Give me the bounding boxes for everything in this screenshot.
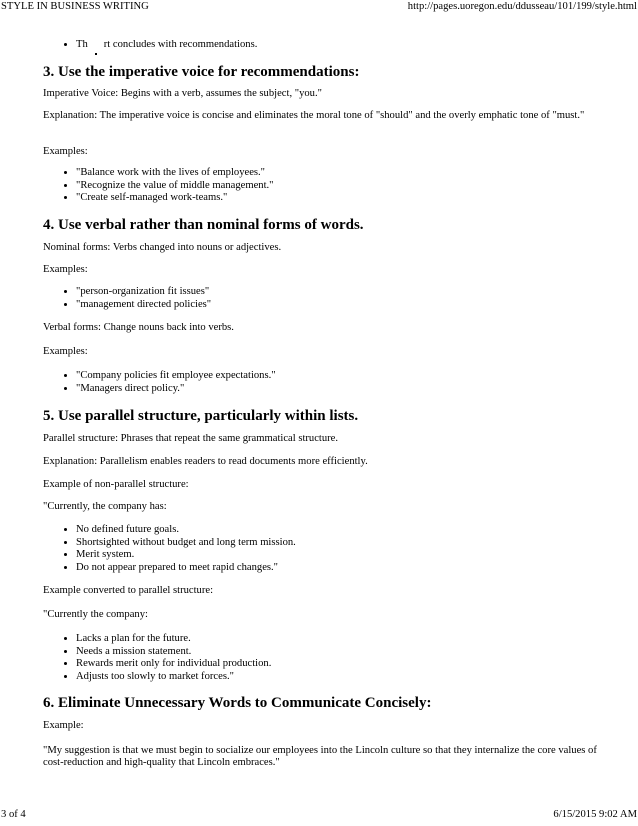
list-item: • "person-organization fit issues" bbox=[76, 286, 583, 299]
list-item: • "Managers direct policy." bbox=[76, 383, 583, 396]
section-5-parallel-label: Example converted to parallel structure: bbox=[43, 585, 214, 596]
section-4-verbal-definition: Verbal forms: Change nouns back into verbs. bbox=[43, 322, 234, 333]
section-4-nominal-list bbox=[43, 286, 583, 311]
print-header-title: STYLE IN BUSINESS WRITING bbox=[1, 1, 149, 12]
top-fragment-list bbox=[43, 39, 583, 52]
print-header-url: http://pages.uoregon.edu/ddusseau/101/199/style.html bbox=[407, 1, 637, 12]
section-5-parallel-intro: "Currently the company: bbox=[43, 609, 148, 620]
section-4-examples-label-2: Examples: bbox=[43, 346, 88, 357]
list-item: • "Recognize the value of middle management." bbox=[76, 180, 583, 193]
list-item: • "management directed policies" bbox=[76, 299, 583, 312]
list-item: • Needs a mission statement. bbox=[76, 646, 583, 659]
section-3-definition: Imperative Voice: Begins with a verb, assumes the subject, "you." bbox=[43, 88, 322, 99]
section-3-examples-list bbox=[43, 167, 583, 205]
list-item: • Rewards merit only for individual production. bbox=[76, 658, 583, 671]
section-5-definition: Parallel structure: Phrases that repeat the same grammatical structure. bbox=[43, 433, 339, 444]
section-5-nonparallel-label: Example of non-parallel structure: bbox=[43, 479, 189, 490]
list-item: • Shortsighted without budget and long term mission. bbox=[76, 537, 583, 550]
section-6-heading: 6. Eliminate Unnecessary Words to Communicate Concisely: bbox=[43, 695, 432, 711]
section-3-examples-label: Examples: bbox=[43, 146, 88, 157]
section-4-verbal-list bbox=[43, 370, 583, 395]
section-3-explanation: Explanation: The imperative voice is concise and eliminates the moral tone of "should" and the overly emphatic tone of "must." bbox=[43, 110, 585, 121]
section-6-example-label: Example: bbox=[43, 720, 84, 731]
list-item: • "Company policies fit employee expectations." bbox=[76, 370, 583, 383]
section-5-parallel-list bbox=[43, 633, 583, 684]
section-6-example-text: "My suggestion is that we must begin to socialize our employees into the Lincoln culture so that they internalize the core values of cost-reduction and high-quality that Lincoln embraces." bbox=[43, 745, 597, 768]
list-item: • Lacks a plan for the future. bbox=[76, 633, 583, 646]
list-item: • Th rt concludes with recommendations. bbox=[76, 39, 583, 52]
print-footer-datetime: 6/15/2015 9:02 AM bbox=[553, 809, 637, 820]
section-5-nonparallel-intro: "Currently, the company has: bbox=[43, 501, 167, 512]
section-4-heading: 4. Use verbal rather than nominal forms of words. bbox=[43, 217, 364, 233]
section-5-explanation: Explanation: Parallelism enables readers to read documents more efficiently. bbox=[43, 456, 368, 467]
section-5-heading: 5. Use parallel structure, particularly within lists. bbox=[43, 408, 359, 424]
list-item: • Adjusts too slowly to market forces." bbox=[76, 671, 583, 684]
list-item: • Do not appear prepared to meet rapid changes." bbox=[76, 562, 583, 575]
section-3-heading: 3. Use the imperative voice for recommendations: bbox=[43, 64, 360, 80]
list-item: • No defined future goals. bbox=[76, 524, 583, 537]
list-item: • Merit system. bbox=[76, 549, 583, 562]
print-footer-page-number: 3 of 4 bbox=[1, 809, 26, 820]
section-5-nonparallel-list bbox=[43, 524, 583, 575]
list-item: • "Balance work with the lives of employees." bbox=[76, 167, 583, 180]
section-4-nominal-definition: Nominal forms: Verbs changed into nouns or adjectives. bbox=[43, 242, 282, 253]
section-4-examples-label-1: Examples: bbox=[43, 264, 88, 275]
list-item: • "Create self-managed work-teams." bbox=[76, 192, 583, 205]
